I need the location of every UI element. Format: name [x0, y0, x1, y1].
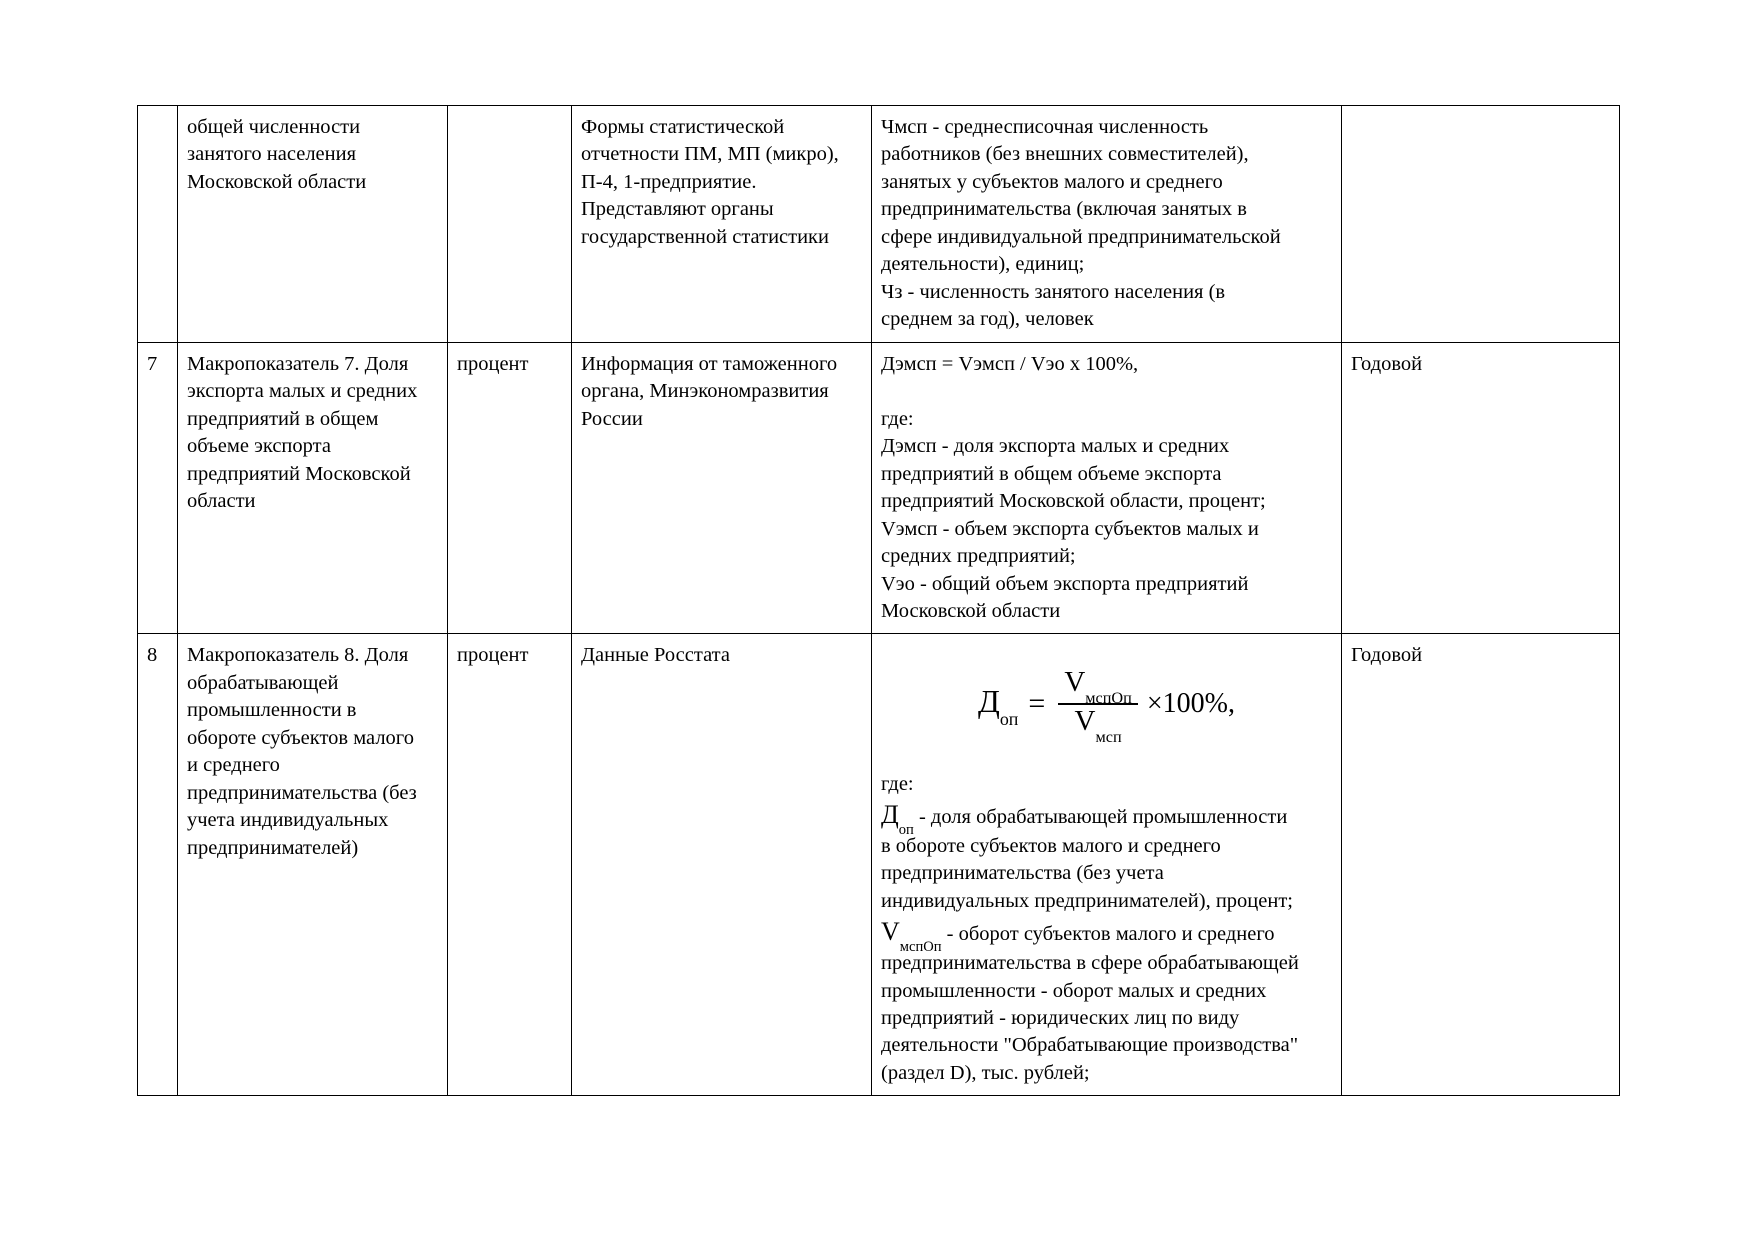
row-number-cell — [138, 106, 178, 343]
indicator-line: Макропоказатель 8. Доля — [187, 644, 409, 667]
indicator-line: экспорта малых и средних — [187, 380, 418, 403]
definition-line: промышленности - оборот малых и средних — [881, 979, 1267, 1002]
table-row — [138, 106, 1620, 343]
table-container — [137, 105, 1619, 1096]
source-cell — [572, 634, 872, 1096]
calculation-line: Чмсп - среднесписочная численность — [881, 116, 1209, 138]
variable-symbol — [881, 799, 914, 838]
source-cell — [572, 342, 872, 634]
indicator-line: Макропоказатель 7. Доля — [187, 352, 409, 375]
numerator-subscript: мспОп — [1085, 689, 1132, 708]
frequency-value: Годовой — [1351, 644, 1423, 667]
indicator-line: предприятий Московской — [187, 462, 411, 485]
calculation-line: предприятий Московской области, процент; — [881, 490, 1266, 513]
fraction-numerator — [1058, 666, 1138, 708]
denominator-subscript: мсп — [1095, 728, 1122, 747]
variable-base: Д — [881, 799, 899, 829]
indicator-line: объеме экспорта — [187, 435, 331, 458]
calculation-line: Дэмсп - доля экспорта малых и средних — [881, 435, 1230, 458]
source-line: Представляют органы — [581, 198, 774, 221]
definition-line: в обороте субъектов малого и среднего — [881, 834, 1221, 857]
row-number: 7 — [147, 352, 158, 375]
source-line: отчетности ПМ, МП (микро), — [581, 143, 839, 166]
calculation-line: Vэо - общий объем экспорта предприятий — [881, 572, 1249, 595]
row-number-cell — [138, 342, 178, 634]
indicator-line: общей численности — [187, 116, 361, 138]
formula-lhs-subscript: оп — [999, 709, 1019, 730]
calculation-cell — [872, 634, 1342, 1096]
calculation-line: занятых у субъектов малого и среднего — [881, 170, 1223, 193]
indicator-line: Московской области — [187, 170, 367, 193]
where-label: где: — [881, 772, 914, 795]
frequency-value: Годовой — [1351, 352, 1423, 375]
definition-line: деятельности "Обрабатывающие производства" — [881, 1034, 1299, 1057]
source-line: Формы статистической — [581, 116, 785, 138]
math-formula — [881, 666, 1332, 747]
indicator-line: учета индивидуальных — [187, 809, 389, 832]
denominator-base: V — [1074, 705, 1096, 738]
definition-text: - доля обрабатывающей промышленности — [913, 805, 1288, 828]
unit-value: процент — [457, 352, 529, 375]
equals-sign: = — [1028, 687, 1046, 721]
fraction — [1058, 666, 1138, 747]
calculation-line: работников (без внешних совместителей), — [881, 143, 1249, 166]
definition-line: предприятий - юридических лиц по виду — [881, 1006, 1240, 1029]
unit-cell — [448, 634, 572, 1096]
calculation-line: средних предприятий; — [881, 545, 1076, 568]
definition-line: (раздел D), тыс. рублей; — [881, 1061, 1090, 1084]
calculation-line: Vэмсп - объем экспорта субъектов малых и — [881, 517, 1259, 540]
calculation-line: предпринимательства (включая занятых в — [881, 198, 1247, 221]
unit-cell — [448, 106, 572, 343]
source-line: Данные Росстата — [581, 644, 730, 667]
indicator-line: и среднего — [187, 754, 280, 777]
calculation-line: предприятий в общем объеме экспорта — [881, 462, 1222, 485]
indicator-line: обороте субъектов малого — [187, 726, 414, 749]
calculation-line: сфере индивидуальной предпринимательской — [881, 225, 1281, 248]
source-cell — [572, 106, 872, 343]
source-line: П-4, 1-предприятие. — [581, 170, 757, 193]
variable-subscript: оп — [898, 821, 914, 838]
indicator-cell — [178, 342, 448, 634]
indicator-line: предприятий в общем — [187, 407, 379, 430]
indicator-cell — [178, 634, 448, 1096]
formula-expression — [978, 666, 1235, 747]
definition-line: индивидуальных предпринимателей), процент; — [881, 889, 1293, 912]
frequency-cell — [1342, 106, 1620, 343]
indicator-line: занятого населения — [187, 143, 357, 166]
variable-base: V — [881, 917, 900, 947]
table-row — [138, 634, 1620, 1096]
definition-line — [881, 798, 1332, 838]
definition-text: - оборот субъектов малого и среднего — [941, 923, 1275, 946]
calculation-cell — [872, 342, 1342, 634]
calculation-line: деятельности), единиц; — [881, 253, 1085, 276]
indicator-line: промышленности в — [187, 699, 357, 722]
calculation-line: Московской области — [881, 599, 1061, 622]
unit-value: процент — [457, 644, 529, 667]
spacer-line — [881, 378, 1332, 405]
fraction-denominator — [1069, 705, 1128, 747]
source-line: государственной статистики — [581, 225, 829, 248]
frequency-cell — [1342, 342, 1620, 634]
definition-line: предпринимательства (без учета — [881, 862, 1164, 885]
indicator-cell — [178, 106, 448, 343]
calculation-line: среднем за год), человек — [881, 308, 1094, 331]
indicator-line: обрабатывающей — [187, 671, 339, 694]
where-label: где: — [881, 407, 914, 430]
definition-line — [881, 915, 1332, 955]
row-number-cell — [138, 634, 178, 1096]
calculation-cell — [872, 106, 1342, 343]
source-line: Информация от таможенного — [581, 352, 838, 375]
calculation-line: Чз - численность занятого населения (в — [881, 280, 1226, 303]
source-line: России — [581, 407, 643, 430]
indicator-line: предпринимателей) — [187, 836, 359, 859]
indicator-line: области — [187, 490, 256, 513]
frequency-cell — [1342, 634, 1620, 1096]
variable-symbol — [881, 917, 942, 955]
definition-line: предпринимательства в сфере обрабатывающей — [881, 952, 1299, 975]
formula-lhs — [978, 683, 1019, 730]
indicator-line: предпринимательства (без — [187, 781, 417, 804]
formula-lhs-base: Д — [978, 683, 1000, 720]
table-row — [138, 342, 1620, 634]
row-number: 8 — [147, 644, 158, 667]
variable-subscript: мспОп — [899, 938, 942, 955]
numerator-base: V — [1064, 666, 1086, 699]
formula-multiplier: ×100%, — [1146, 688, 1235, 720]
unit-cell — [448, 342, 572, 634]
indicators-table — [137, 105, 1620, 1096]
source-line: органа, Минэкономразвития — [581, 380, 829, 403]
formula-text: Дэмсп = Vэмсп / Vэо х 100%, — [881, 352, 1139, 375]
